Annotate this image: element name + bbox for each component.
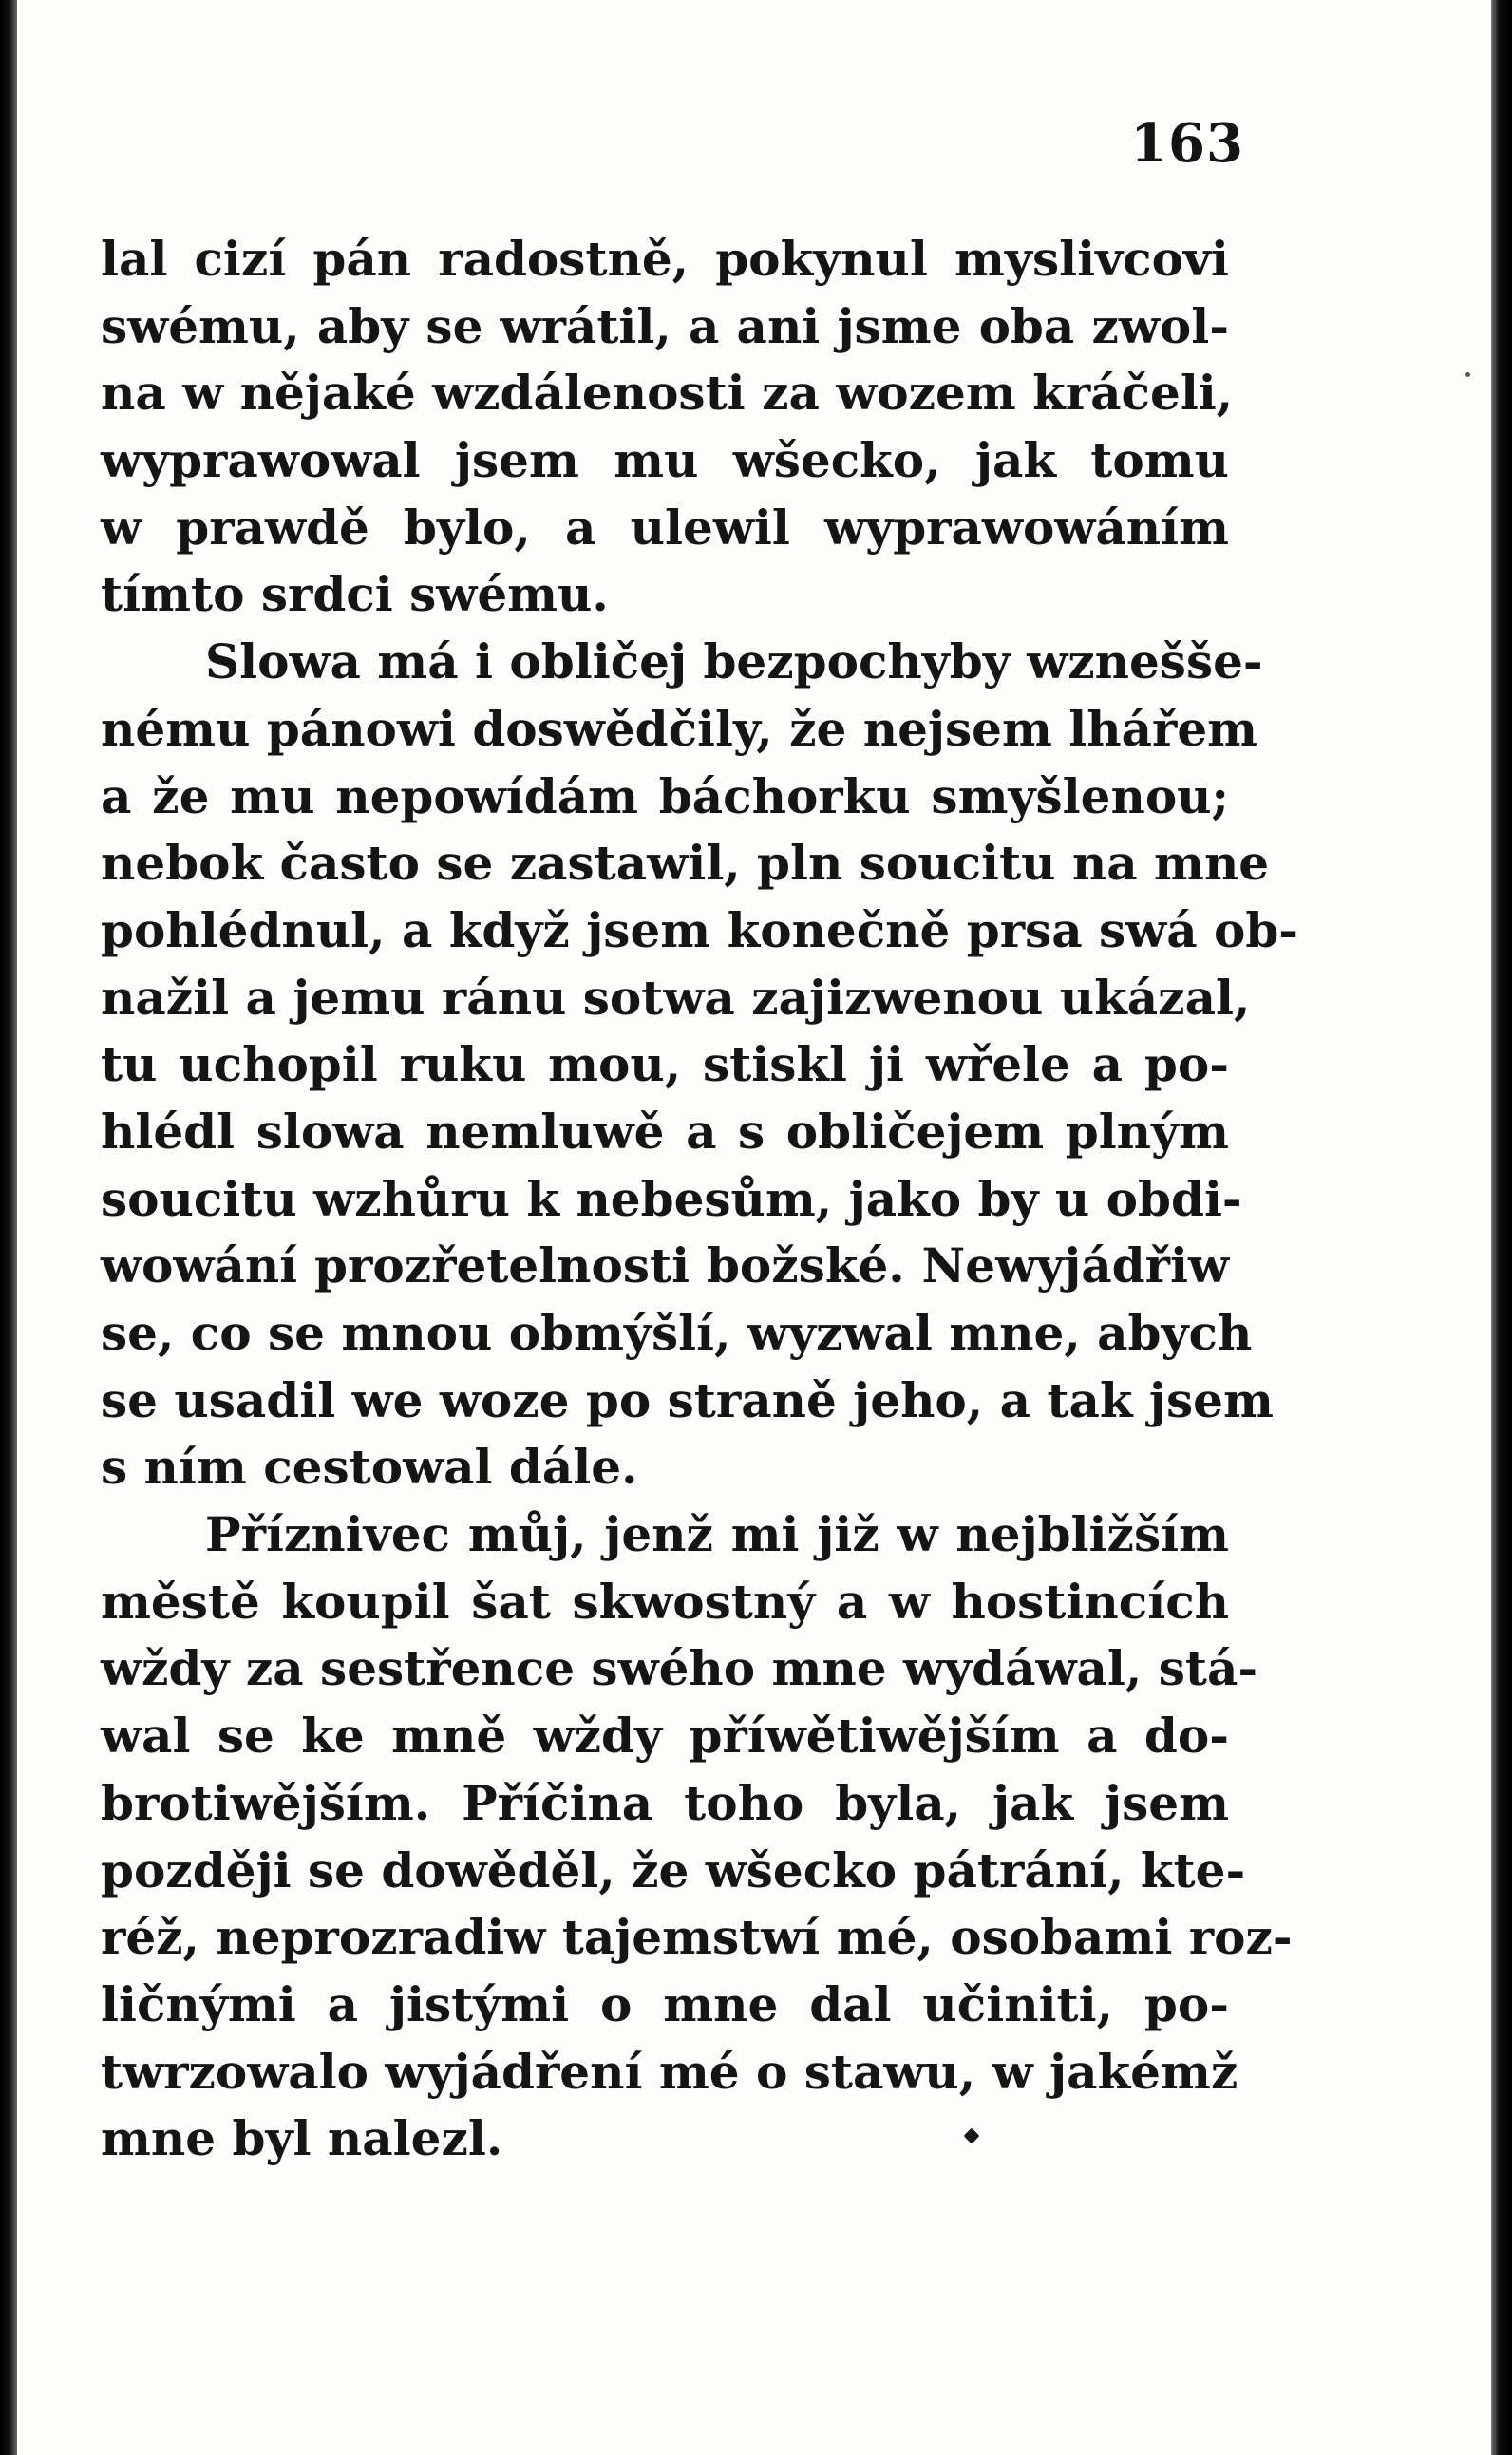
text-line: nému pánowi doswědčily, že nejsem lhářem xyxy=(101,700,1258,757)
scan-edge-right xyxy=(1491,0,1512,2455)
text-line: tímto srdci swému. xyxy=(101,566,609,623)
text-line: wyprawowal jsem mu wšecko, jak tomu xyxy=(101,432,1229,489)
text-line: lal cizí pán radostně, pokynul myslivcovi xyxy=(101,231,1229,287)
text-line: mne byl nalezl. xyxy=(101,2110,503,2167)
text-line: twrzowalo wyjádření mé o stawu, w jakémž xyxy=(101,2043,1238,2100)
text-line: hlédl slowa nemluwě a s obličejem plným xyxy=(101,1103,1229,1160)
text-line: réž, neprozradiw tajemstwí mé, osobami roz- xyxy=(101,1909,1293,1966)
text-line: s ním cestowal dále. xyxy=(101,1439,638,1496)
text-line: se, co se mnou obmýšlí, wyzwal mne, abych xyxy=(101,1305,1253,1361)
text-line: w prawdě bylo, a ulewil wyprawowáním xyxy=(101,499,1229,556)
text-line: nažil a jemu ránu sotwa zajizwenou ukázal, xyxy=(101,969,1251,1026)
text-line: soucitu wzhůru k nebesům, jako by u obdi- xyxy=(101,1170,1242,1227)
text-line: později se dowěděl, že wšecko pátrání, kte- xyxy=(101,1841,1246,1898)
paragraph-start-line: Příznivec můj, jenž mi již w nejbližším xyxy=(205,1506,1229,1563)
text-line: brotiwějším. Příčina toho byla, jak jsem xyxy=(101,1774,1229,1831)
body-text xyxy=(101,226,1299,2173)
text-line: a že mu nepowídám báchorku smyšlenou; xyxy=(101,767,1229,824)
text-line: tu uchopil ruku mou, stiskl ji wřele a po- xyxy=(101,1036,1229,1093)
text-line: se usadil we woze po straně jeho, a tak jsem xyxy=(101,1371,1274,1428)
text-line: ličnými a jistými o mne dal učiniti, po- xyxy=(101,1975,1229,2032)
text-line: swému, aby se wrátil, a ani jsme oba zwol- xyxy=(101,297,1229,354)
text-line: wždy za sestřence swého mne wydáwal, stá- xyxy=(101,1640,1258,1697)
text-line: nebok často se zastawil, pln soucitu na mne xyxy=(101,835,1270,892)
text-line: wowání prozřetelnosti božské. Newyjádřiw xyxy=(101,1237,1229,1294)
scan-edge-left xyxy=(0,0,17,2455)
page-number: 163 xyxy=(1130,112,1244,175)
scan-speck xyxy=(1465,372,1470,377)
text-line: na w nějaké wzdálenosti za wozem kráčeli, xyxy=(101,365,1234,422)
text-line: wal se ke mně wždy příwětiwějším a do- xyxy=(101,1708,1229,1765)
text-line: městě koupil šat skwostný a w hostincích xyxy=(101,1573,1229,1630)
paragraph-start-line: Slowa má i obličej bezpochyby wznešše- xyxy=(205,633,1263,690)
text-line: pohlédnul, a když jsem konečně prsa swá ob- xyxy=(101,901,1299,958)
